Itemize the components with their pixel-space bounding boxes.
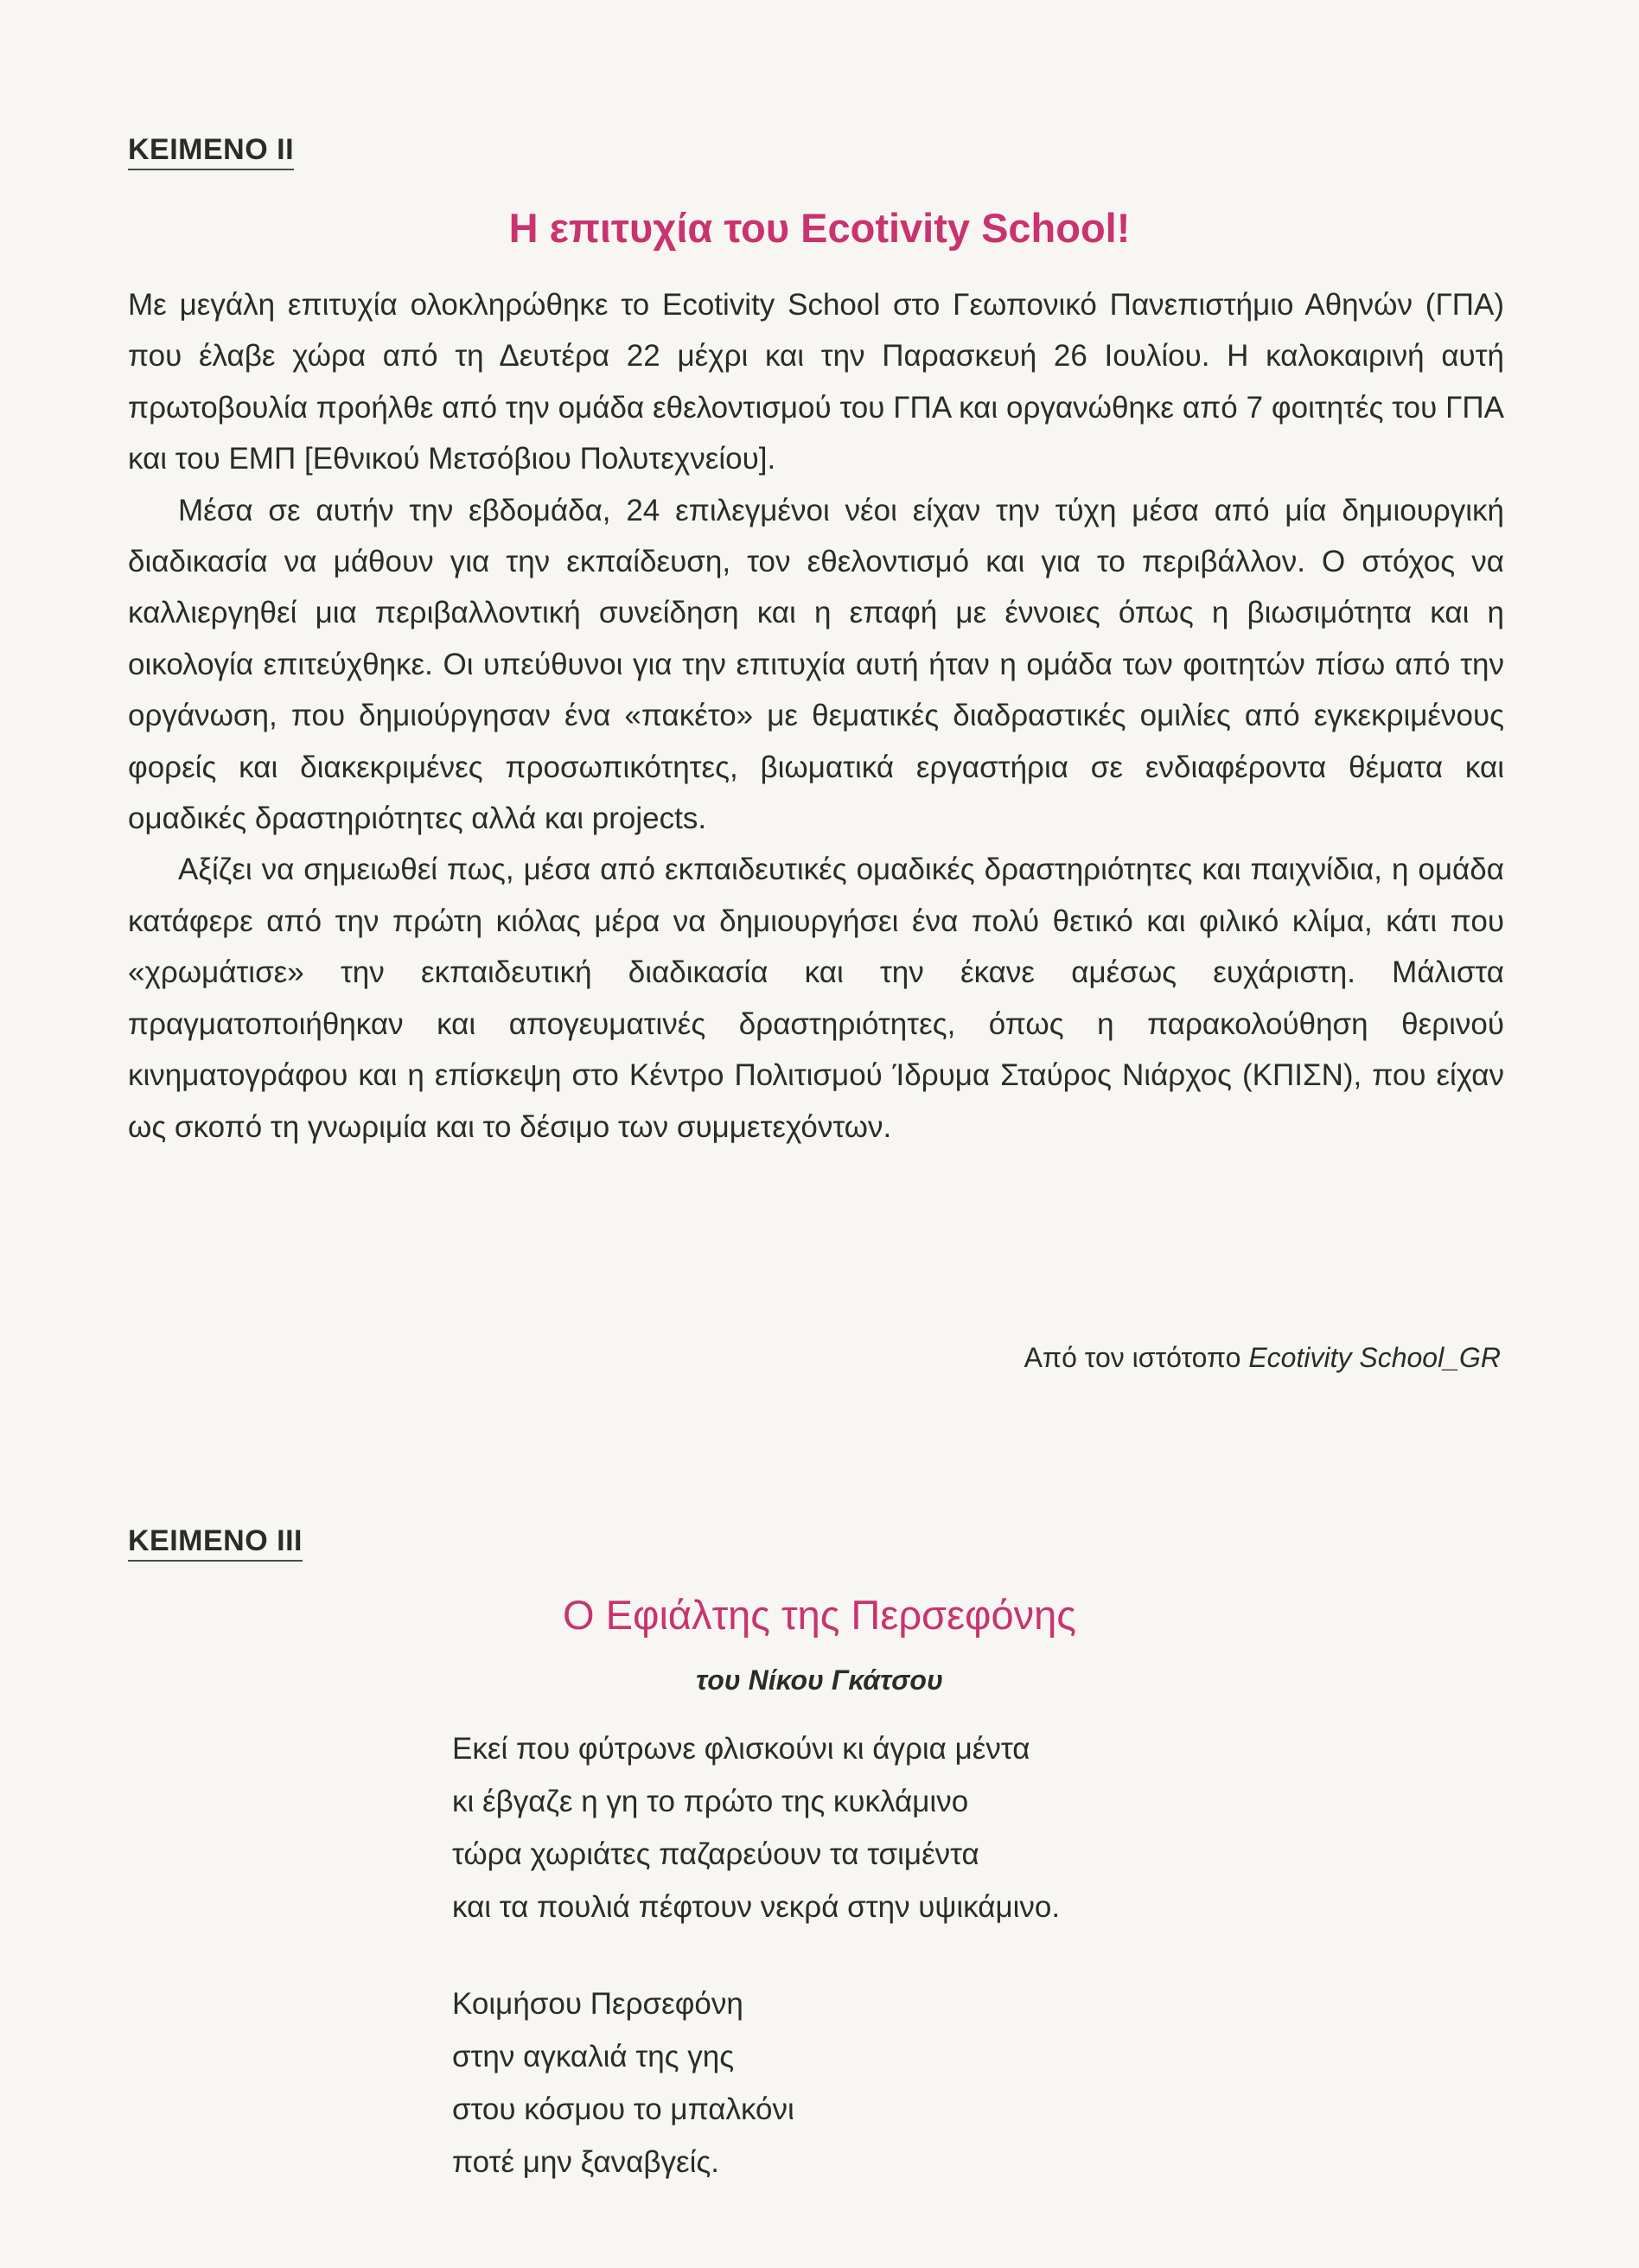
article-paragraph-2: Μέσα σε αυτήν την εβδομάδα, 24 επιλεγμένοι νέοι είχαν την τύχη μέσα από μία δημιουργική διαδικασία να μάθουν για την εκπαίδευση, τον εθελοντισμό και για το περιβάλλον. Ο στόχος να καλλιεργηθεί μια περιβαλλοντική συνείδηση και η επαφή με έννοιες όπως η βιωσιμότητα και η οικολογία επιτεύχθηκε. Οι υπεύθυνοι για την επιτυχία αυτή ήταν η ομάδα των φοιτητών πίσω από την οργάνωση, που δημιούργησαν ένα «πακέτο» με θεματικές διαδραστικές ομιλίες από εγκεκριμένους φορείς και διακεκριμένες προσωπικότητες, βιωματικά εργαστήρια σε ενδιαφέροντα θέματα και ομαδικές δραστηριότητες αλλά και projects. xyxy=(128,493,1504,836)
article-source xyxy=(1024,1342,1501,1374)
article-paragraph-1: Με μεγάλη επιτυχία ολοκληρώθηκε το Ecotivity School στο Γεωπονικό Πανεπιστήμιο Αθηνών (ΓΠΑ) που έλαβε χώρα από τη Δευτέρα 22 μέχρι και την Παρασκευή 26 Ιουλίου. Η καλοκαιρινή αυτή πρωτοβουλία προήλθε από την ομάδα εθελοντισμού του ΓΠΑ και οργανώθηκε από 7 φοιτητές του ΓΠΑ και του ΕΜΠ [Εθνικού Μετσόβιου Πολυτεχνείου]. xyxy=(128,288,1504,476)
poem-title: Ο Εφιάλτης της Περσεφόνης xyxy=(563,1592,1076,1638)
article-title: Η επιτυχία του Ecotivity School! xyxy=(508,205,1131,251)
poem-line: ποτέ μην ξαναβγείς. xyxy=(452,2145,719,2179)
poem-line: στου κόσμου το μπαλκόνι xyxy=(452,2092,794,2126)
poem-line: τώρα χωριάτες παζαρεύουν τα τσιμέντα xyxy=(452,1837,979,1871)
section-label-text-2: ΚΕΙΜΕΝΟ ΙΙ xyxy=(128,133,294,170)
poem-stanza-1 xyxy=(452,1722,1060,1933)
poem-line: στην αγκαλιά της γης xyxy=(452,2040,735,2073)
source-name: Ecotivity School_GR xyxy=(1248,1342,1501,1373)
poem-line: Κοιμήσου Περσεφόνη xyxy=(452,1987,743,2021)
section-label-text-3: ΚΕΙΜΕΝΟ ΙΙΙ xyxy=(128,1524,303,1562)
article-body xyxy=(128,279,1504,1153)
poem-line: Εκεί που φύτρωνε φλισκούνι κι άγρια μέντα xyxy=(452,1732,1030,1766)
poem-stanza-2 xyxy=(452,1977,794,2188)
poem-line: κι έβγαζε η γη το πρώτο της κυκλάμινο xyxy=(452,1785,969,1818)
poem-author: του Νίκου Γκάτσου xyxy=(696,1664,943,1696)
article-paragraph-3: Αξίζει να σημειωθεί πως, μέσα από εκπαιδευτικές ομαδικές δραστηριότητες και παιχνίδια, η ομάδα κατάφερε από την πρώτη κιόλας μέρα να δημιουργήσει ένα πολύ θετικό και φιλικό κλίμα, κάτι που «χρωμάτισε» την εκπαιδευτική διαδικασία και την έκανε αμέσως ευχάριστη. Μάλιστα πραγματοποιήθηκαν και απογευματινές δραστηριότητες, όπως η παρακολούθηση θερινού κινηματογράφου και η επίσκεψη στο Κέντρο Πολιτισμού Ίδρυμα Σταύρος Νιάρχος (ΚΠΙΣΝ), που είχαν ως σκοπό τη γνωριμία και το δέσιμο των συμμετεχόντων. xyxy=(128,853,1504,1144)
source-prefix: Από τον ιστότοπο xyxy=(1024,1342,1249,1373)
poem-line: και τα πουλιά πέφτουν νεκρά στην υψικάμινο. xyxy=(452,1890,1061,1924)
